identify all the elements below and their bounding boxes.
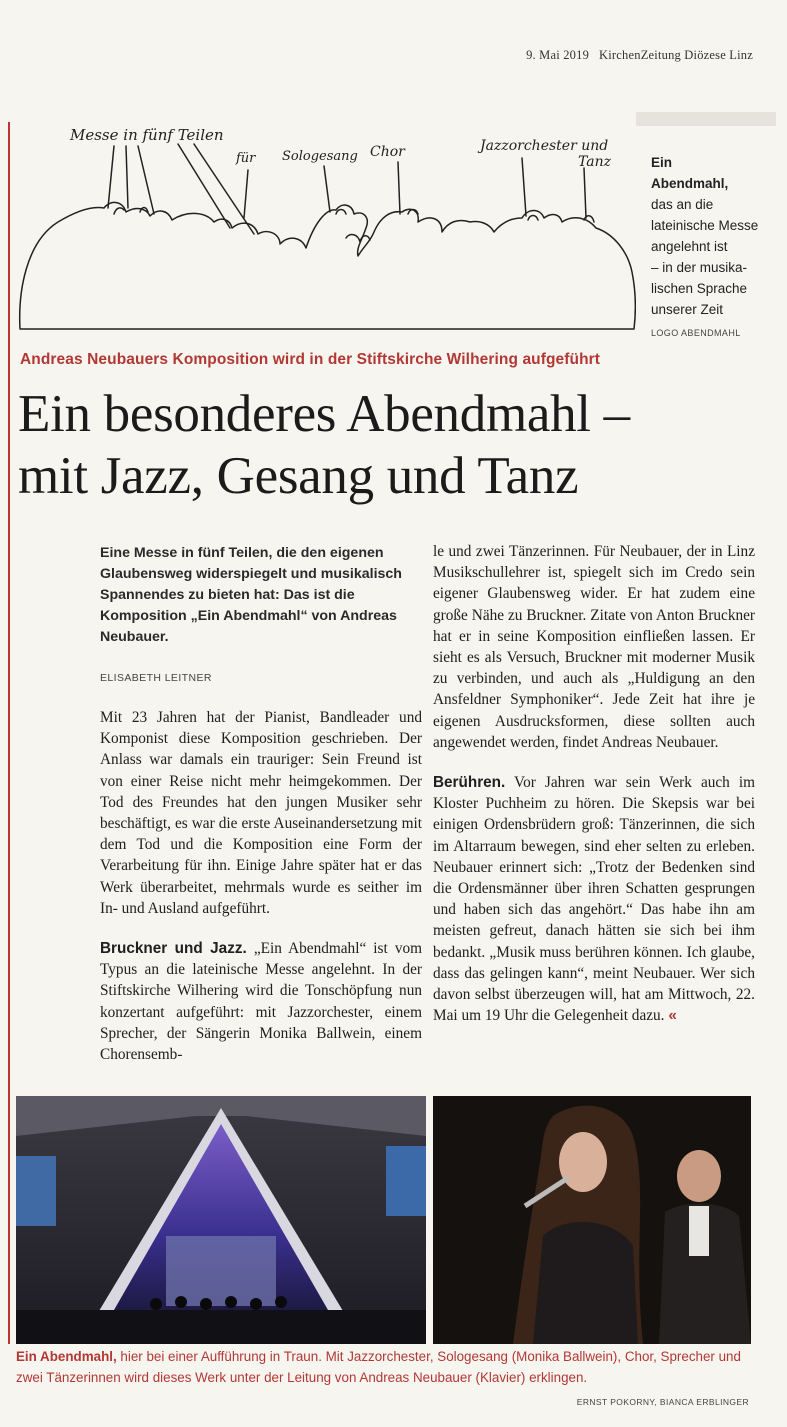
- logo-caption-line: – in der musika-: [651, 260, 748, 275]
- paragraph-2-text: „Ein Abendmahl“ ist vom Typus an die lateinische Messe angelehnt. In der Stiftskirche Wilhering wird die Tonschöpfung nun konzertant aufgeführt: mit Jazzorchester, einem Sprecher, der Sängerin Monika Ballwein, einem Chorensemb-: [100, 940, 423, 1064]
- church-concert-photo: [16, 1096, 426, 1344]
- article-kicker: Andreas Neubauers Komposition wird in der Stiftskirche Wilhering aufgeführt: [20, 351, 601, 368]
- paragraph-2: [100, 938, 422, 1065]
- publication-name: KirchenZeitung Diözese Linz: [599, 48, 753, 62]
- logo-caption-line: das an die: [651, 197, 714, 212]
- photo-caption-text: hier bei einer Aufführung in Traun. Mit Jazzorchester, Sologesang (Monika Ballwein), Chor, Sprecher und zwei Tänzerinnen wird dieses Werk unter der Leitung von Andreas Neubauer (Klavier) erklingen.: [16, 1349, 741, 1385]
- subheading-bruckner-jazz: Bruckner und Jazz.: [100, 940, 247, 958]
- paragraph-2-continued: le und zwei Tänzerinnen. Für Neubauer, der in Linz Musikschullehrer ist, spiegelt sich im Credo sein eigener Glaubensweg wider. Er hat zudem eine große Nähe zu Bruckner. Zitate von Anton Bruckner hat er in seine Komposition einfließen lassen. Er sieht es als Versuch, Bruckner mit moderner Musik zu verbinden, und auch als „Huldigung an den Ansfeldner Symphoniker“. Jede Zeit hat ihre je eigenen Ausdrucksformen, diese sollten auch angewendet werden, findet Andreas Neubauer.: [433, 543, 755, 751]
- logo-lettering-fuer: für: [236, 151, 256, 166]
- photo-caption: [16, 1346, 761, 1388]
- logo-lettering-tanz: Tanz: [578, 154, 611, 170]
- article-headline: [18, 383, 778, 507]
- abendmahl-logo-drawing: [18, 122, 636, 337]
- logo-caption: [651, 152, 781, 344]
- logo-credit: LOGO ABENDMAHL: [651, 328, 741, 338]
- singer-pianist-photo: [433, 1096, 751, 1344]
- logo-caption-line: unserer Zeit: [651, 302, 724, 317]
- logo-lettering-sologesang: Sologesang: [282, 149, 358, 164]
- article-author: ELISABETH LEITNER: [100, 672, 212, 684]
- page-header: [526, 48, 753, 63]
- logo-caption-line: lateinische Messe: [651, 218, 759, 233]
- photo-credit: ERNST POKORNY, BIANCA ERBLINGER: [576, 1397, 749, 1407]
- logo-caption-line: angelehnt ist: [651, 239, 728, 254]
- red-margin-rule: [8, 122, 10, 1344]
- headline-line-1: Ein besonderes Abendmahl –: [18, 385, 630, 443]
- logo-caption-title: Ein Abendmahl,: [651, 155, 729, 191]
- article-column-1: [100, 707, 422, 1084]
- paragraph-3-text: Vor Jahren war sein Werk auch im Kloster Puchheim zu hören. Die Skepsis war bei einigen Ordensbrüdern groß: Tänzerinnen, die sich im Altarraum bewegen, sind eher selten zu erleben. Neubauer erinnert sich: „Trotz der Bedenken sind die Ordensmänner über ihren Schatten gesprungen und haben sich das angehört.“ Das habe ihn am meisten gefreut, danach hätten sie sich bei ihm bedankt. „Musik muss berühren können. Ich glaube, dass das gelingen kann“, meint Neubauer. Wer sich davon selbst überzeugen will, hat am Mittwoch, 22. Mai um 19 Uhr die Gelegenheit dazu.: [433, 774, 755, 1025]
- logo-lettering-chor: Chor: [370, 144, 405, 160]
- logo-caption-line: lischen Sprache: [651, 281, 748, 296]
- logo-lettering-jazz: Jazzorchester und: [480, 138, 609, 154]
- paragraph-3: [433, 772, 755, 1026]
- logo-lettering-messe: Messe in fünf Teilen: [70, 126, 224, 144]
- article-column-2: [433, 541, 755, 1045]
- end-mark: «: [668, 1007, 677, 1025]
- paragraph-1: Mit 23 Jahren hat der Pianist, Bandleader und Komponist diese Komposition geschrieben. Der Anlass war damals ein trauriger: Sein Freund ist von einer Reise nicht mehr heimgekommen. Der Tod des Freundes hat den jungen Musiker sehr beschäftigt, es war die erste Auseinandersetzung mit dem Tod und die Komposition eine Form der Verarbeitung für ihn. Einige Jahre später hat er das Werk überarbeitet, mehrmals wurde es seither im In- und Ausland aufgeführt.: [100, 709, 422, 917]
- issue-date: 9. Mai 2019: [526, 48, 590, 62]
- photo-caption-title: Ein Abendmahl,: [16, 1349, 117, 1364]
- article-lead: Eine Messe in fünf Teilen, die den eigenen Glaubensweg widerspiegelt und musikalisch Spannendes zu bieten hat: Das ist die Komposition „Ein Abendmahl“ von Andreas Neubauer.: [100, 545, 402, 645]
- headline-line-2: mit Jazz, Gesang und Tanz: [18, 447, 579, 505]
- subheading-beruehren: Berühren.: [433, 774, 506, 792]
